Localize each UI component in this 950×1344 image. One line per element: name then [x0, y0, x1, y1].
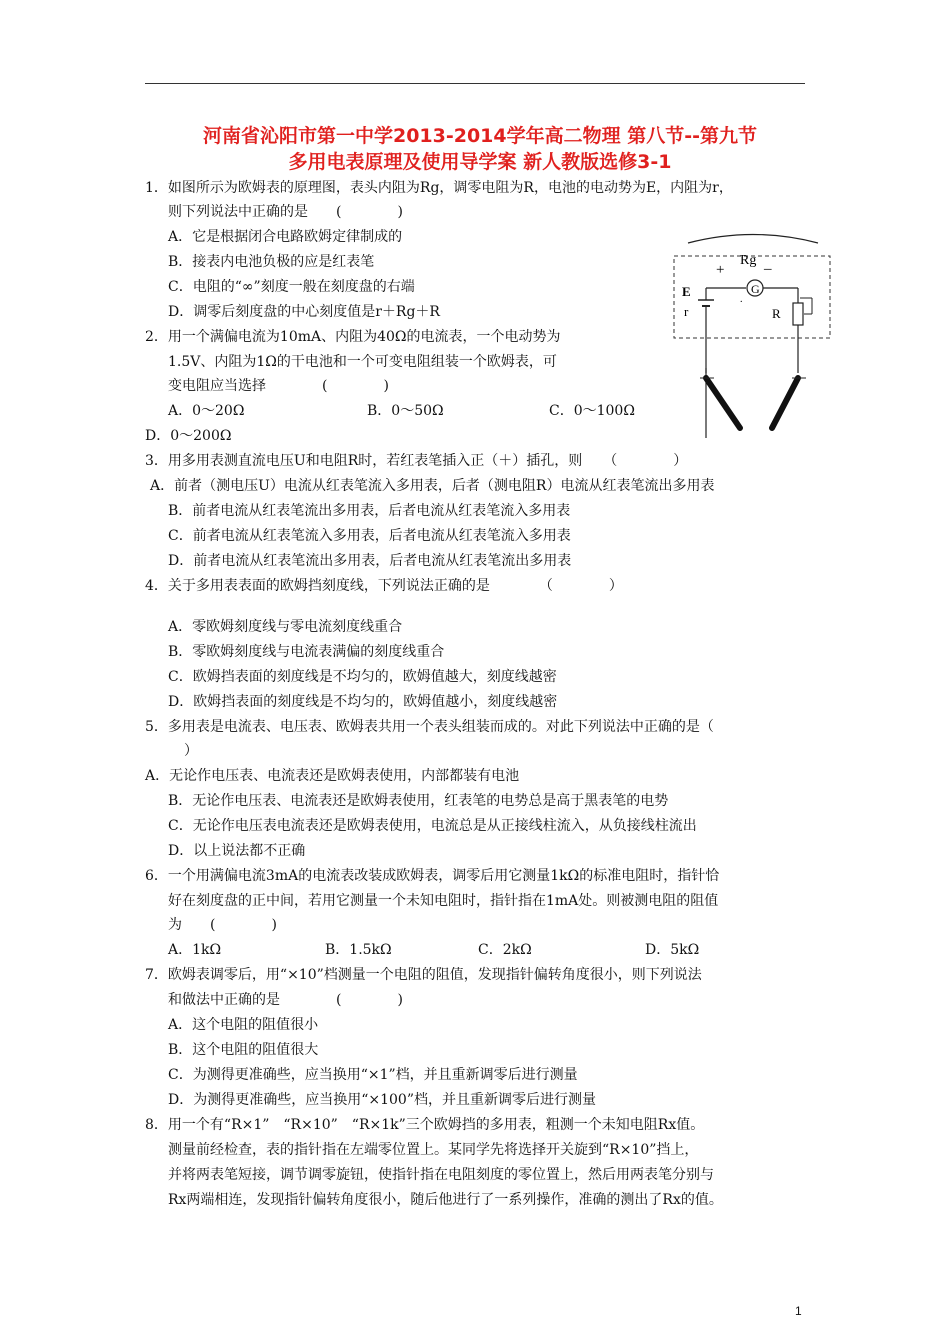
question-2-stem-cont-2: 变电阻应当选择 ( ) — [168, 378, 389, 394]
question-6-option-b: B．1.5kΩ — [325, 942, 392, 958]
document-title-line-2: 多用电表原理及使用导学案 新人教版选修3-1 — [288, 151, 672, 173]
question-5-option-a: A．无论作电压表、电流表还是欧姆表使用，内部都装有电池 — [145, 768, 520, 784]
question-2-option-c: C．0～100Ω — [549, 403, 635, 419]
question-3-option-d: D．前者电流从红表笔流出多用表，后者电流从红表笔流出多用表 — [168, 553, 572, 569]
question-4-option-b: B．零欧姆刻度线与电流表满偏的刻度线重合 — [168, 644, 445, 660]
question-7-option-c: C．为测得更准确些，应当换用“×1”档，并且重新调零后进行测量 — [168, 1067, 578, 1083]
question-2-option-d: D．0～200Ω — [145, 428, 232, 444]
question-4-option-a: A．零欧姆刻度线与零电流刻度线重合 — [168, 619, 403, 635]
question-6-option-a: A．1kΩ — [168, 942, 222, 958]
question-6-option-c: C．2kΩ — [478, 942, 532, 958]
question-7-stem: 7．欧姆表调零后，用“×10”档测量一个电阻的阻值，发现指针偏转角度很小，则下列说法 — [145, 967, 702, 983]
question-1-option-d: D．调零后刻度盘的中心刻度值是r＋Rg＋R — [168, 304, 440, 320]
galvanometer-label: G — [751, 282, 760, 296]
question-1-option-b: B．接表内电池负极的应是红表笔 — [168, 254, 375, 270]
question-1-stem: 1．如图所示为欧姆表的原理图，表头内阻为Rg，调零电阻为R，电池的电动势为E，内阻为r， — [145, 180, 733, 196]
question-5-option-b: B．无论作电压表、电流表还是欧姆表使用，红表笔的电势总是高于黑表笔的电势 — [168, 793, 669, 809]
question-5-option-c: C．无论作电压表电流表还是欧姆表使用，电流总是从正接线柱流入，从负接线柱流出 — [168, 818, 697, 834]
test-lead-black-icon — [772, 378, 798, 428]
minus-label: _ — [764, 256, 772, 272]
question-8-stem: 8．用一个有“R×1” “R×10” “R×1k”三个欧姆挡的多用表，粗测一个未知电阻Rx值。 — [145, 1117, 705, 1133]
question-1-option-a: A．它是根据闭合电路欧姆定律制成的 — [168, 229, 403, 245]
question-5-stem-cont: ） — [156, 743, 198, 759]
question-4-option-d: D．欧姆挡表面的刻度线是不均匀的，欧姆值越小，刻度线越密 — [168, 694, 558, 710]
question-6-option-d: D．5kΩ — [645, 942, 700, 958]
page-number: 1 — [795, 1304, 802, 1318]
question-2-stem: 2．用一个满偏电流为10mA、内阻为40Ω的电流表，一个电动势为 — [145, 329, 561, 345]
question-4-stem: 4．关于多用表表面的欧姆挡刻度线，下列说法正确的是 （ ） — [145, 578, 623, 594]
question-8-stem-cont-2: 并将两表笔短接，调节调零旋钮，使指针指在电阻刻度的零位置上，然后用两表笔分别与 — [168, 1167, 714, 1183]
question-1-stem-cont: 则下列说法中正确的是 ( ) — [168, 204, 403, 220]
header-rule — [145, 83, 805, 84]
question-3-option-c: C．前者电流从红表笔流入多用表，后者电流从红表笔流入多用表 — [168, 528, 571, 544]
question-7-option-d: D．为测得更准确些，应当换用“×100”档，并且重新调零后进行测量 — [168, 1092, 596, 1108]
question-6-stem-cont-2: 为 ( ) — [168, 917, 277, 933]
question-3-stem: 3．用多用表测直流电压U和电阻R时，若红表笔插入正（＋）插孔，则 （ ） — [145, 453, 688, 469]
variable-resistor-icon — [793, 303, 803, 325]
question-2-stem-cont-1: 1.5V、内阻为1Ω的干电池和一个可变电阻组装一个欧姆表，可 — [168, 354, 557, 370]
document-title-line-1: 河南省沁阳市第一中学2013-2014学年高二物理 第八节--第九节 — [202, 125, 758, 147]
question-3-option-a: A．前者（测电压U）电流从红表笔流入多用表，后者（测电阻R）电流从红表笔流出多用表 — [150, 478, 715, 494]
question-7-option-b: B．这个电阻的阻值很大 — [168, 1042, 319, 1058]
question-2-option-b: B．0～50Ω — [367, 403, 444, 419]
question-1-option-c: C．电阻的“∞”刻度一般在刻度盘的右端 — [168, 279, 415, 295]
question-3-option-b: B．前者电流从红表笔流出多用表，后者电流从红表笔流入多用表 — [168, 503, 571, 519]
question-7-option-a: A．这个电阻的阻值很小 — [168, 1017, 319, 1033]
question-8-stem-cont-1: 测量前经检查，表的指针指在左端零位置上。某同学先将选择开关旋到“R×10”挡上， — [168, 1142, 699, 1158]
test-lead-red-icon — [706, 378, 740, 428]
plus-label: + — [716, 262, 725, 278]
question-5-stem: 5．多用表是电流表、电压表、欧姆表共用一个表头组装而成的。对此下列说法中正确的是（ — [145, 719, 714, 735]
question-7-stem-cont: 和做法中正确的是 ( ) — [168, 992, 403, 1008]
question-2-option-a: A．0～20Ω — [168, 403, 245, 419]
emf-label: E — [682, 284, 691, 299]
question-5-option-d: D．以上说法都不正确 — [168, 843, 306, 859]
question-8-stem-cont-3: Rx两端相连，发现指针偏转角度很小，随后他进行了一系列操作，准确的测出了Rx的值。 — [168, 1192, 723, 1208]
question-6-stem-cont-1: 好在刻度盘的正中间，若用它测量一个未知电阻时，指针指在1mA处。则被测电阻的阻值 — [168, 893, 719, 909]
zero-adjust-resistor-label: R — [772, 306, 781, 321]
internal-resistance-label: r — [684, 304, 689, 319]
question-6-stem: 6．一个用满偏电流3mA的电流表改装成欧姆表，调零后用它测量1kΩ的标准电阻时，指针恰 — [145, 868, 720, 884]
question-4-option-c: C．欧姆挡表面的刻度线是不均匀的，欧姆值越大，刻度线越密 — [168, 669, 557, 685]
svg-text:.: . — [740, 294, 743, 305]
ohmmeter-circuit-diagram — [668, 228, 838, 438]
rg-label: Rg — [740, 253, 757, 268]
